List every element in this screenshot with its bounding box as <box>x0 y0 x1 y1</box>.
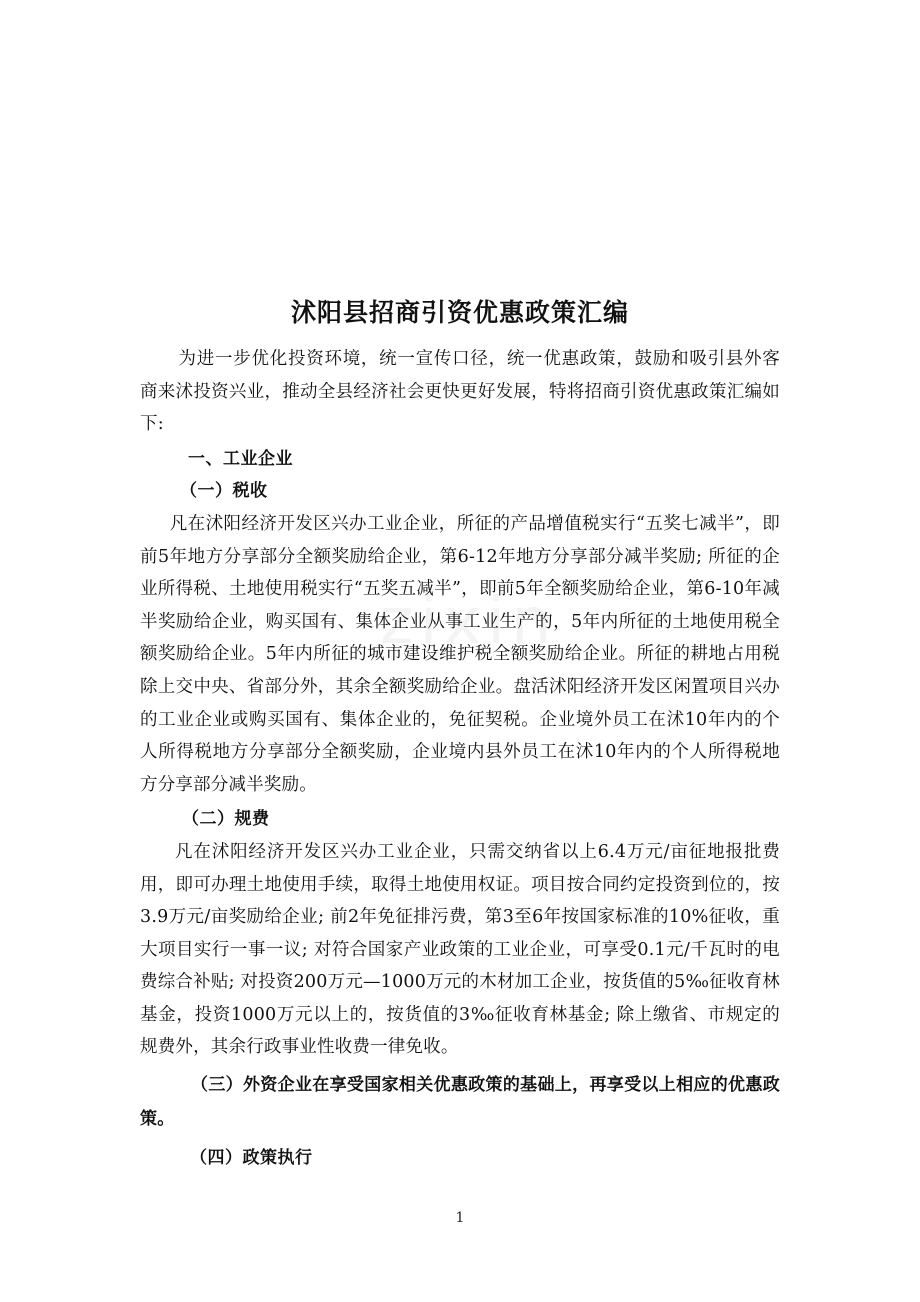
subsection-heading-fees: （二）规费 <box>182 809 270 830</box>
subsection-heading-tax: （一）税收 <box>180 481 268 502</box>
subsection-heading-policy-execution: （四）政策执行 <box>190 1148 313 1169</box>
section-heading-industrial: 一、工业企业 <box>188 448 293 469</box>
document-title: 沭阳县招商引资优惠政策汇编 <box>290 297 629 327</box>
watermark: zixin <box>380 585 558 659</box>
fees-paragraph: 凡在沭阳经济开发区兴办工业企业，只需交纳省以上6.4万元/亩征地报批费用，即可办理土地使用手续，取得土地使用权证。项目按合同约定投资到位的，按3.9万元/亩奖励给企业; 前2年免征排污费，第3至6年按国家标准的10%征收，重大项目实行一事一议; 对符合国家产业政策的工业企业，可享受0.1元/千瓦时的电费综合补贴; 对投资200万元—1000万元的木材加工企业，按货值的5‰征收育林基金，投资1000万元以上的，按货值的3‰征收育林基金; 除上缴省、市规定的规费外，其余行政事业性收费一律免收。 <box>140 841 780 1058</box>
document-body <box>140 343 780 1175</box>
foreign-enterprise-paragraph: （三）外资企业在享受国家相关优惠政策的基础上，再享受以上相应的优惠政策。 <box>140 1075 780 1130</box>
intro-paragraph: 为进一步优化投资环境，统一宣传口径，统一优惠政策，鼓励和吸引县外客商来沭投资兴业，推动全县经济社会更快更好发展，特将招商引资优惠政策汇编如下: <box>140 349 780 435</box>
page-number: 1 <box>455 1210 465 1226</box>
tax-paragraph: 凡在沭阳经济开发区兴办工业企业，所征的产品增值税实行“五奖七减半”，即前5年地方分享部分全额奖励给企业，第6-12年地方分享部分减半奖励; 所征的企业所得税、土地使用税实行“五奖五减半”，即前5年全额奖励给企业，第6-10年减半奖励给企业，购买国有、集体企业从事工业生产的，5年内所征的土地使用税全额奖励给企业。5年内所征的城市建设维护税全额奖励给企业。所征的耕地占用税除上交中央、省部分外，其余全额奖励给企业。盘活沭阳经济开发区闲置项目兴办的工业企业或购买国有、集体企业的，免征契税。企业境外员工在沭10年内的个人所得税地方分享部分全额奖励，企业境内县外员工在沭10年内的个人所得税地方分享部分减半奖励。 <box>140 513 780 795</box>
